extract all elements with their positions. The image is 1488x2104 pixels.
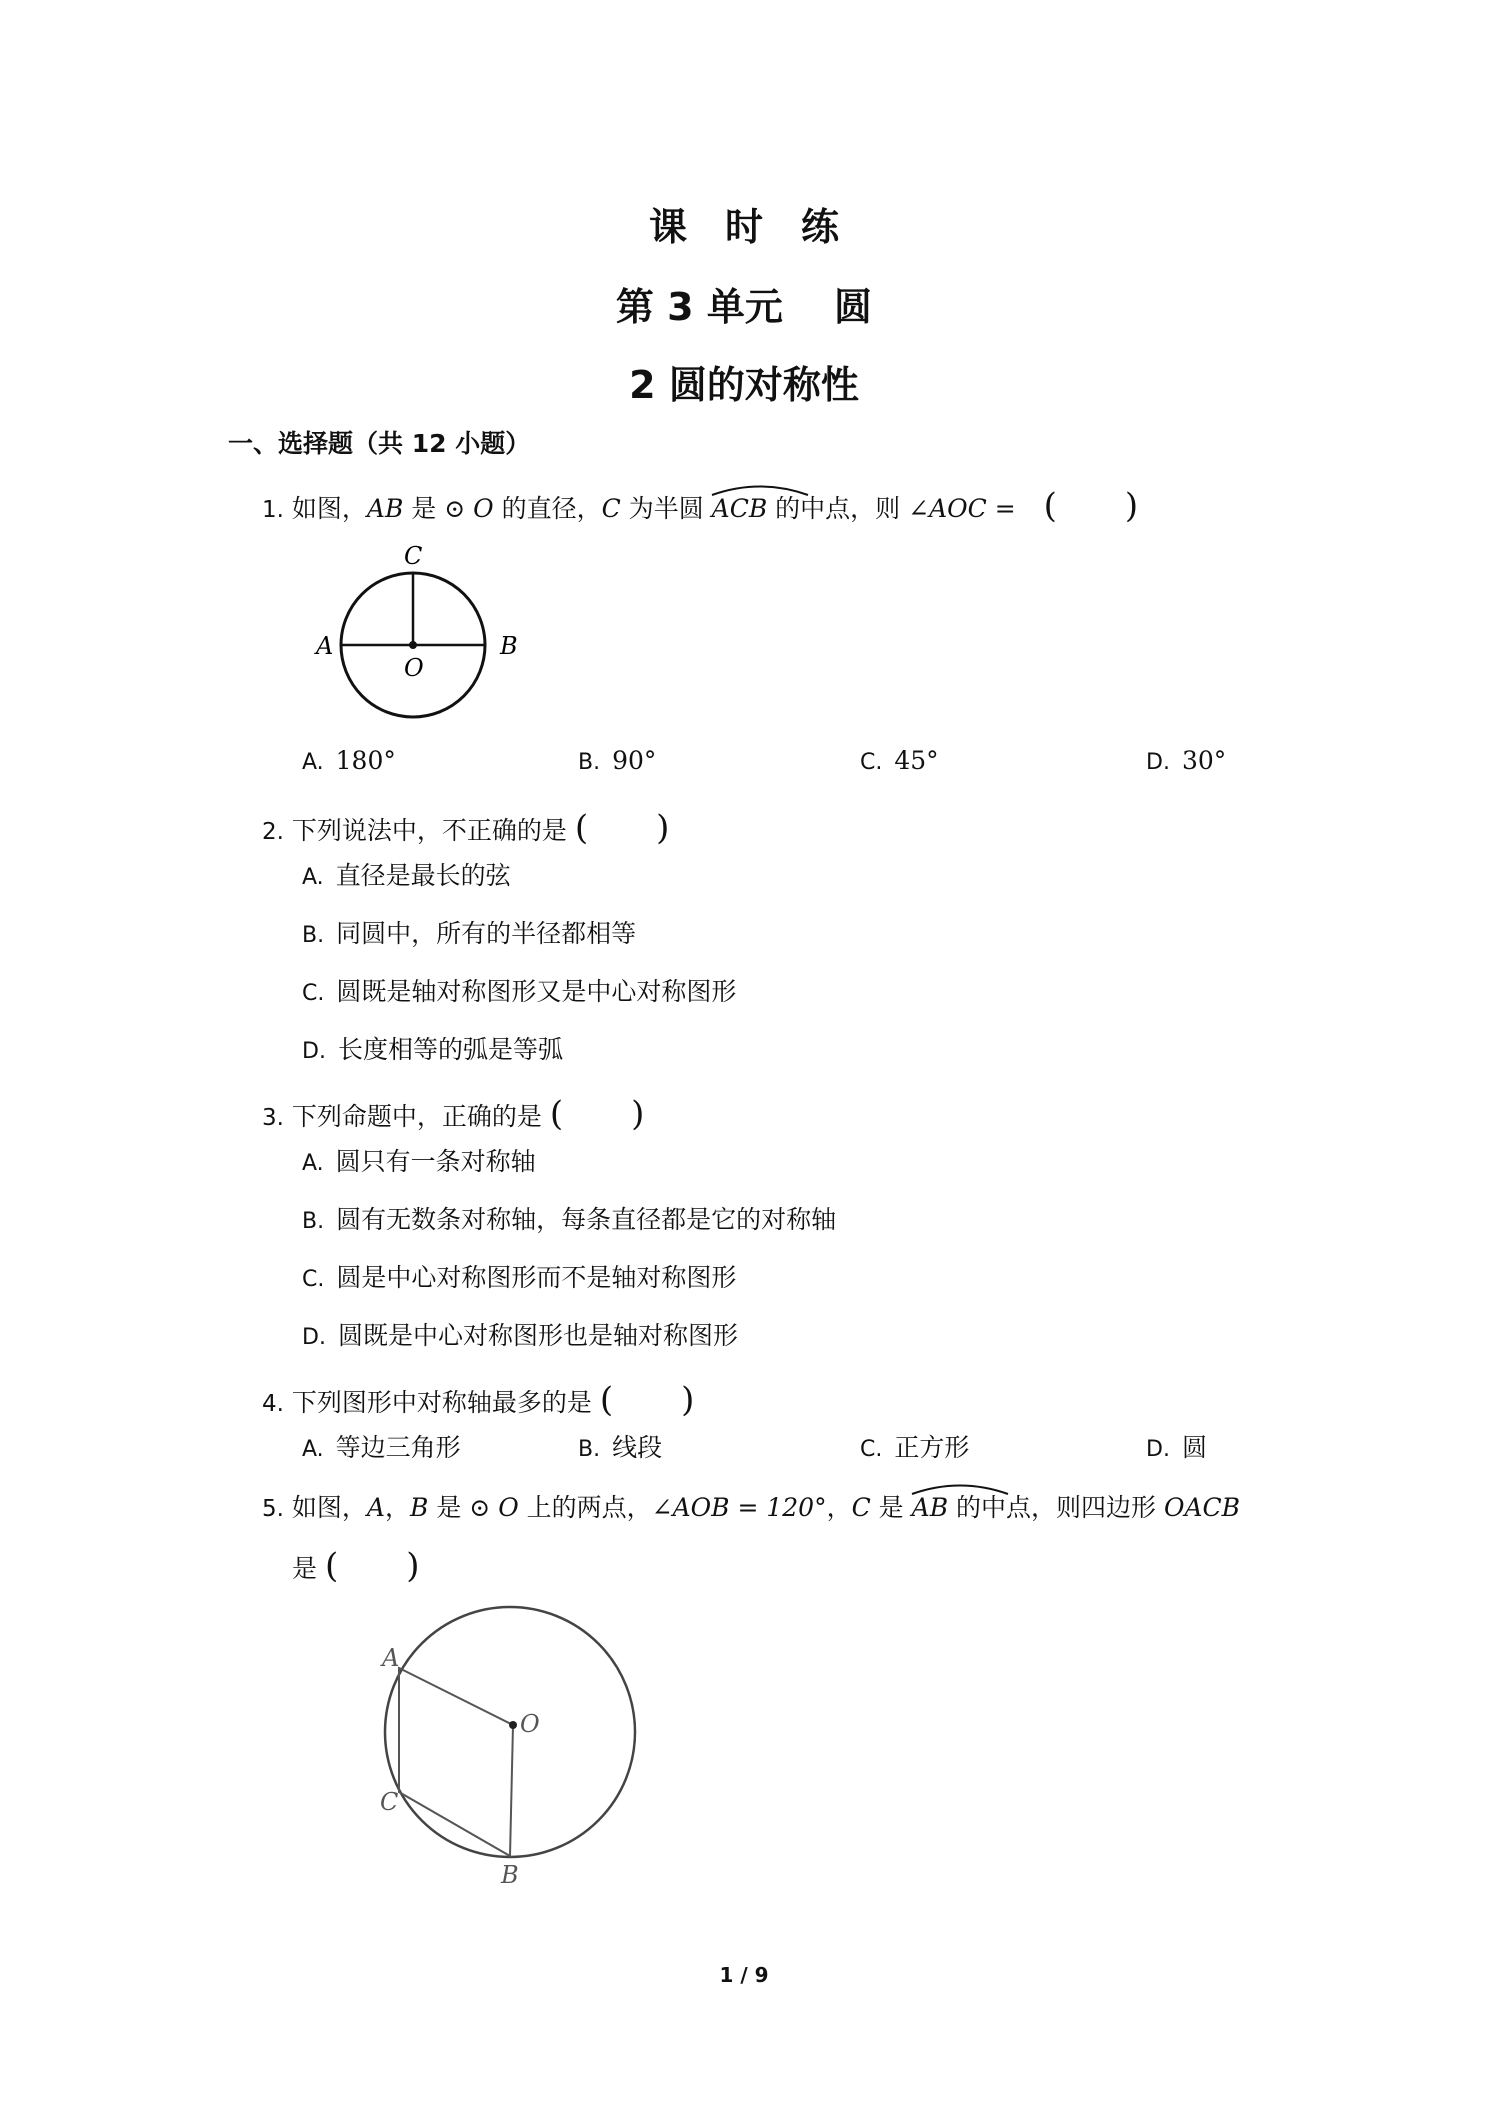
- answer-blank: ( ): [324, 1546, 420, 1586]
- label-a: A: [382, 1644, 400, 1672]
- q4-option-a: A. 等边三角形: [302, 1433, 461, 1462]
- label-o: O: [404, 654, 424, 682]
- q4-option-d: D. 圆: [1146, 1433, 1207, 1462]
- label-a: A: [316, 632, 334, 660]
- question-1: 1. 如图，AB 是 ⊙ O 的直径，C 为半圆 ACB 的中点，则 ∠AOC = ( ): [262, 486, 1139, 526]
- question-number: 4.: [262, 1391, 284, 1417]
- question-number: 5.: [262, 1496, 284, 1522]
- q3-option-a: A. 圆只有一条对称轴: [302, 1147, 536, 1176]
- label-c: C: [404, 542, 423, 570]
- q4-option-b: B. 线段: [578, 1433, 663, 1462]
- question-number: 3.: [262, 1105, 284, 1131]
- answer-blank: ( ): [1043, 486, 1139, 526]
- lesson-title: 2 圆的对称性: [629, 363, 859, 407]
- q2-option-b: B. 同圆中，所有的半径都相等: [302, 919, 637, 948]
- question-4: 4. 下列图形中对称轴最多的是 ( ): [262, 1380, 695, 1420]
- q1-option-d: D. 30°: [1146, 746, 1227, 775]
- q1-option-c: C. 45°: [860, 746, 939, 775]
- question-number: 1.: [262, 497, 284, 523]
- label-b: B: [501, 1861, 519, 1889]
- question-5: 5. 如图，A，B 是 ⊙ O 上的两点，∠AOB = 120°，C 是 AB 的中点，则四边形 OACB: [262, 1488, 1240, 1524]
- q4-option-c: C. 正方形: [860, 1433, 970, 1462]
- page-number: 1 / 9: [719, 1963, 769, 1987]
- q3-option-c: C. 圆是中心对称图形而不是轴对称图形: [302, 1263, 737, 1292]
- question-3: 3. 下列命题中，正确的是 ( ): [262, 1094, 645, 1134]
- q2-option-d: D. 长度相等的弧是等弧: [302, 1035, 563, 1064]
- circle-diagram-1: [300, 530, 540, 730]
- q1-option-b: B. 90°: [578, 746, 657, 775]
- label-o: O: [520, 1710, 540, 1738]
- label-b: B: [500, 632, 518, 660]
- answer-blank: ( ): [574, 808, 670, 848]
- circle-symbol: ⊙: [469, 1493, 491, 1522]
- circle-diagram-5: [360, 1590, 690, 1890]
- circle-symbol: ⊙: [444, 494, 466, 523]
- arc-notation: ACB: [712, 494, 768, 523]
- arc-notation: AB: [912, 1493, 948, 1522]
- q1-option-a: A. 180°: [302, 746, 396, 775]
- unit-title: 第 3 单元 圆: [615, 285, 873, 329]
- section-heading: 一、选择题（共 12 小题）: [228, 429, 531, 458]
- q2-option-c: C. 圆既是轴对称图形又是中心对称图形: [302, 977, 737, 1006]
- question-2: 2. 下列说法中，不正确的是 ( ): [262, 808, 670, 848]
- q2-option-a: A. 直径是最长的弦: [302, 861, 511, 890]
- answer-blank: ( ): [599, 1380, 695, 1420]
- q3-option-b: B. 圆有无数条对称轴，每条直径都是它的对称轴: [302, 1205, 837, 1234]
- question-5-line2: 是 ( ): [292, 1546, 420, 1586]
- worksheet-title: 课 时 练: [648, 205, 839, 249]
- answer-blank: ( ): [549, 1094, 645, 1134]
- question-number: 2.: [262, 819, 284, 845]
- label-c: C: [380, 1788, 399, 1816]
- q3-option-d: D. 圆既是中心对称图形也是轴对称图形: [302, 1321, 738, 1350]
